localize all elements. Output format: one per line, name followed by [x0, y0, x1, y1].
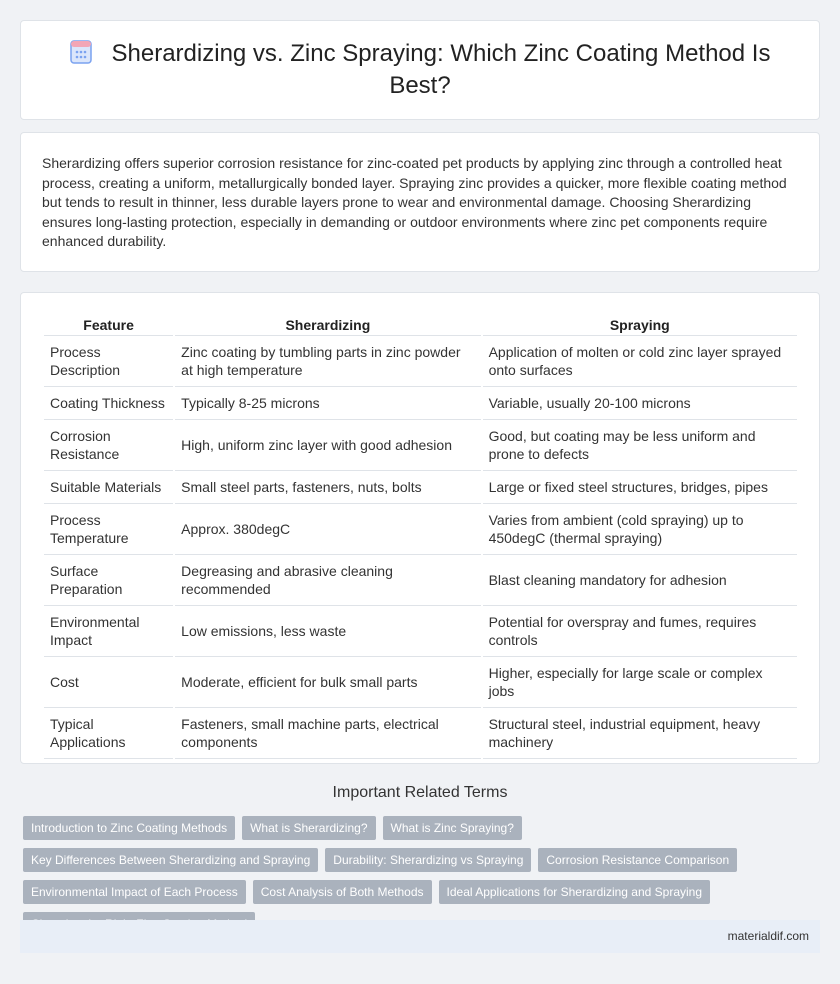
cell-feature: Environmental Impact	[44, 606, 173, 657]
page-title	[61, 40, 779, 101]
header-feature: Feature	[44, 313, 173, 336]
cell-spraying: Blast cleaning mandatory for adhesion	[483, 555, 797, 606]
cell-sherardizing: Typically 8-25 microns	[175, 387, 480, 420]
header-spraying: Spraying	[483, 313, 797, 336]
header-sherardizing: Sherardizing	[175, 313, 480, 336]
cell-sherardizing: Approx. 380degC	[175, 504, 480, 555]
document-icon	[70, 40, 92, 72]
related-terms-heading: Important Related Terms	[332, 784, 508, 801]
cell-spraying: Structural steel, industrial equipment, heavy machinery	[483, 708, 797, 759]
cell-sherardizing: Zinc coating by tumbling parts in zinc powder at high temperature	[175, 336, 480, 387]
cell-feature: Surface Preparation	[44, 555, 173, 606]
summary-text: Sherardizing offers superior corrosion resistance for zinc-coated pet products by applying zinc through a controlled heat process, creating a uniform, metallurgically bonded layer. Spraying zinc provides a quicker, more flexible coating method but tends to result in thinner, less durable layers prone to wear and environmental damage. Choosing Sherardizing ensures long-lasting protection, especially in demanding or outdoor environments where zinc pet components require enhanced durability.	[42, 155, 787, 250]
related-tag[interactable]: Cost Analysis of Both Methods	[253, 880, 432, 904]
cell-feature: Typical Applications	[44, 708, 173, 759]
footer	[20, 920, 820, 953]
cell-feature: Suitable Materials	[44, 471, 173, 504]
footer-site-link[interactable]: materialdif.com	[727, 929, 809, 943]
cell-sherardizing: Small steel parts, fasteners, nuts, bolts	[175, 471, 480, 504]
related-tag[interactable]: What is Zinc Spraying?	[383, 816, 522, 840]
cell-spraying: Higher, especially for large scale or complex jobs	[483, 657, 797, 708]
related-tag[interactable]: Corrosion Resistance Comparison	[538, 848, 737, 872]
table-row	[44, 657, 797, 708]
table-row	[44, 387, 797, 420]
title-card	[20, 20, 820, 120]
table-row	[44, 336, 797, 387]
cell-sherardizing: Degreasing and abrasive cleaning recommended	[175, 555, 480, 606]
cell-feature: Corrosion Resistance	[44, 420, 173, 471]
related-tag[interactable]: Ideal Applications for Sherardizing and Spraying	[439, 880, 711, 904]
cell-sherardizing: Moderate, efficient for bulk small parts	[175, 657, 480, 708]
cell-feature: Coating Thickness	[44, 387, 173, 420]
cell-spraying: Variable, usually 20-100 microns	[483, 387, 797, 420]
cell-sherardizing: Low emissions, less waste	[175, 606, 480, 657]
related-tag[interactable]: Introduction to Zinc Coating Methods	[23, 816, 235, 840]
title-text: Sherardizing vs. Zinc Spraying: Which Zinc Coating Method Is Best?	[111, 39, 771, 99]
related-tag[interactable]: Environmental Impact of Each Process	[23, 880, 246, 904]
table-header-row	[44, 313, 797, 336]
comparison-table-card	[20, 292, 820, 764]
table-row	[44, 606, 797, 657]
cell-spraying: Varies from ambient (cold spraying) up to 450degC (thermal spraying)	[483, 504, 797, 555]
table-row	[44, 708, 797, 759]
related-tag[interactable]: What is Sherardizing?	[242, 816, 375, 840]
table-row	[44, 504, 797, 555]
comparison-table	[42, 313, 799, 759]
cell-feature: Process Description	[44, 336, 173, 387]
cell-sherardizing: High, uniform zinc layer with good adhesion	[175, 420, 480, 471]
cell-feature: Process Temperature	[44, 504, 173, 555]
cell-sherardizing: Fasteners, small machine parts, electrical components	[175, 708, 480, 759]
related-tag[interactable]: Durability: Sherardizing vs Spraying	[325, 848, 531, 872]
table-row	[44, 555, 797, 606]
cell-spraying: Application of molten or cold zinc layer sprayed onto surfaces	[483, 336, 797, 387]
cell-feature: Cost	[44, 657, 173, 708]
table-row	[44, 420, 797, 471]
cell-spraying: Large or fixed steel structures, bridges, pipes	[483, 471, 797, 504]
cell-spraying: Potential for overspray and fumes, requires controls	[483, 606, 797, 657]
summary-card	[20, 132, 820, 272]
cell-spraying: Good, but coating may be less uniform and prone to defects	[483, 420, 797, 471]
table-row	[44, 471, 797, 504]
related-tag[interactable]: Key Differences Between Sherardizing and Spraying	[23, 848, 318, 872]
